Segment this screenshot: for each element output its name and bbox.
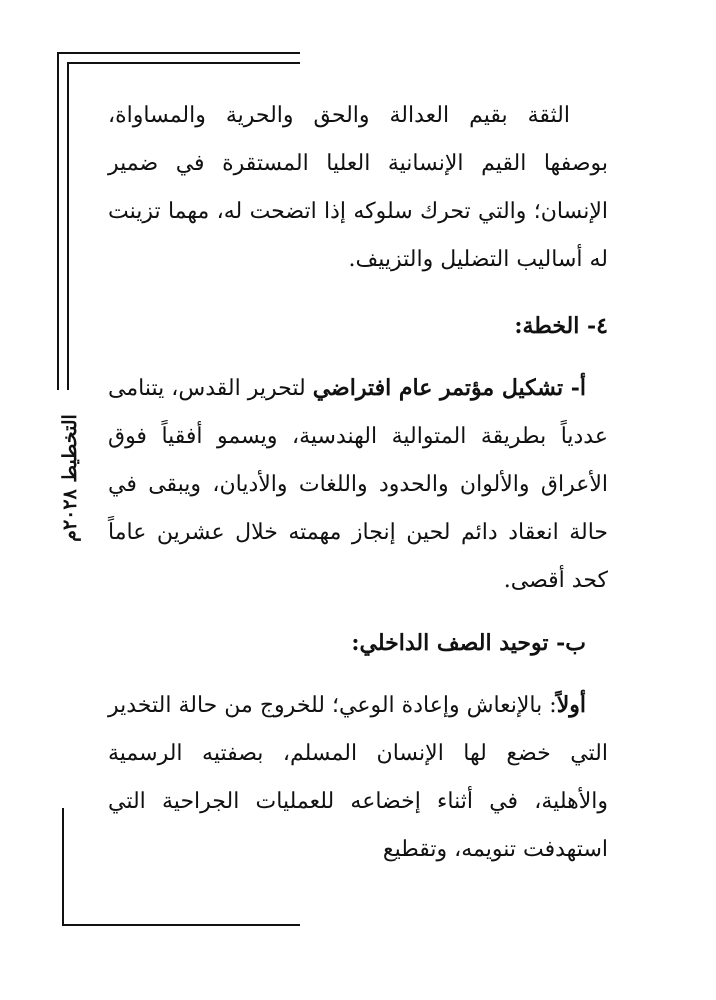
frame-left-rule-bottom [62, 808, 64, 926]
frame-bottom-rule [62, 924, 300, 926]
frame-top-rule-outer [57, 52, 300, 54]
running-header-text: التخطيط ٢٠٢٨م [59, 413, 82, 542]
item-b-heading: ب- توحيد الصف الداخلي: [351, 630, 586, 656]
page-body [108, 92, 608, 874]
first-point-paragraph [108, 681, 608, 874]
paragraph-values: الثقة بقيم العدالة والحق والحرية والمساواة، بوصفها القيم الإنسانية العليا المستقرة في ضمير الإنسان؛ والتي تحرك سلوكه إذا اتضحت له، مهما تزينت له أساليب التضليل والتزييف. [108, 103, 608, 272]
item-a-text: لتحرير القدس، يتنامى عددياً بطريقة المتوالية الهندسية، ويسمو أفقياً فوق الأعراق والألوان والحدود واللغات والأديان، ويبقى في حالة انعقاد دائم لحين إنجاز مهمته خلال عشرين عاماً كحد أقصى. [108, 376, 608, 593]
item-a-heading: أ- تشكيل مؤتمر عام افتراضي [312, 375, 586, 401]
frame-left-rule-outer-top [57, 52, 59, 390]
section-heading-plan: ٤- الخطة: [514, 313, 608, 339]
first-point-text: : بالإنعاش وإعادة الوعي؛ للخروج من حالة التخدير التي خضع لها الإنسان المسلم، بصفتيه الرسمية والأهلية، في أثناء إخضاعه للعمليات الجراحية التي استهدفت تنويمه، وتقطيع [108, 693, 608, 862]
frame-left-rule-inner-top [67, 62, 69, 390]
first-point-label: أولاً [556, 692, 586, 718]
frame-top-rule-inner [67, 62, 300, 64]
running-header-label [55, 410, 85, 545]
item-a-paragraph [108, 364, 608, 605]
